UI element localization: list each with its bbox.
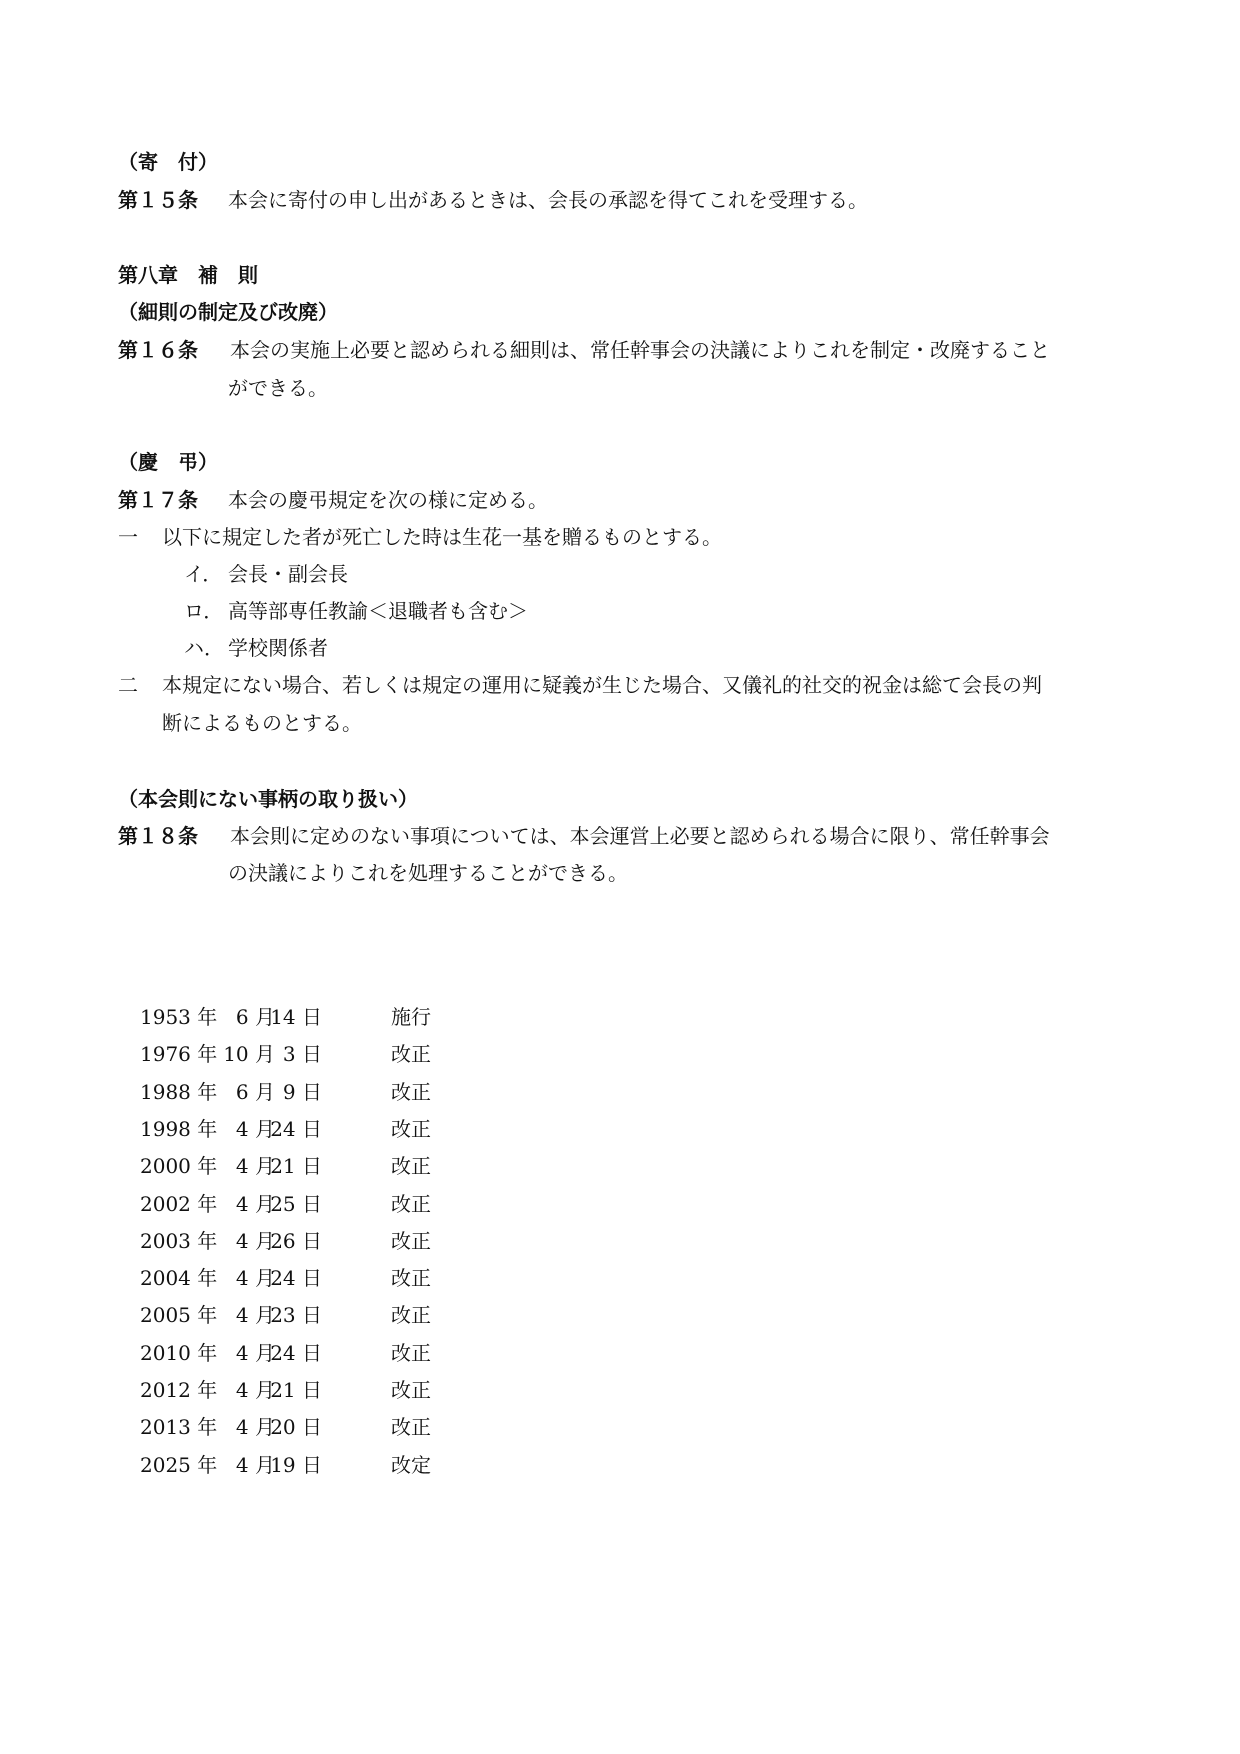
revision-type: 改正 bbox=[391, 1116, 431, 1141]
article-15-number: 第１５条 bbox=[118, 188, 198, 212]
revision-year: 2005 年 bbox=[140, 1303, 218, 1328]
revision-type: 改正 bbox=[391, 1340, 431, 1365]
revision-year: 2025 年 bbox=[140, 1452, 218, 1477]
revision-day: 20 日 bbox=[270, 1415, 322, 1440]
article-18-text-line2: の決議によりこれを処理することができる。 bbox=[228, 861, 628, 885]
revision-day: 24 日 bbox=[270, 1340, 322, 1365]
revision-type: 改定 bbox=[391, 1452, 431, 1477]
revision-day: 26 日 bbox=[270, 1228, 322, 1253]
revision-day: 21 日 bbox=[270, 1154, 322, 1179]
revision-type: 改正 bbox=[391, 1303, 431, 1328]
revision-month: 6 月 bbox=[235, 1005, 275, 1029]
revision-year: 1953 年 bbox=[140, 1005, 218, 1029]
revision-year: 2000 年 bbox=[140, 1154, 218, 1179]
article-15-text: 本会に寄付の申し出があるときは、会長の承認を得てこれを受理する。 bbox=[228, 188, 868, 212]
item-1-marker: 一 bbox=[118, 525, 138, 549]
chapter-8-title: 第八章 補 則 bbox=[118, 263, 258, 287]
revision-type: 改正 bbox=[391, 1228, 431, 1253]
article-16-text-line1: 本会の実施上必要と認められる細則は、常任幹事会の決議によりこれを制定・改廃すること bbox=[230, 338, 1050, 362]
revision-year: 2003 年 bbox=[140, 1228, 218, 1253]
article-16-number: 第１６条 bbox=[118, 338, 198, 362]
subitem-3-marker: ハ． bbox=[184, 636, 224, 660]
article-18-text-line1: 本会則に定めのない事項については、本会運営上必要と認められる場合に限り、常任幹事会 bbox=[230, 824, 1050, 848]
subitem-3-text: 学校関係者 bbox=[228, 636, 328, 660]
item-2-text-line2: 断によるものとする。 bbox=[162, 711, 362, 735]
revision-month: 4 月 bbox=[235, 1116, 275, 1141]
item-2-marker: 二 bbox=[118, 673, 138, 697]
revision-day: 24 日 bbox=[270, 1116, 322, 1141]
revision-year: 2002 年 bbox=[140, 1191, 218, 1216]
subitem-1-marker: イ． bbox=[184, 562, 223, 586]
revision-year: 1998 年 bbox=[140, 1116, 218, 1141]
revision-type: 改正 bbox=[391, 1266, 431, 1291]
revision-year: 2013 年 bbox=[140, 1415, 218, 1440]
revision-month: 4 月 bbox=[235, 1303, 275, 1328]
revision-day: 3 日 bbox=[282, 1042, 322, 1067]
revision-type: 改正 bbox=[391, 1079, 431, 1104]
revision-day: 19 日 bbox=[270, 1452, 322, 1477]
revision-month: 4 月 bbox=[235, 1452, 275, 1477]
saisoku-heading: （細則の制定及び改廃） bbox=[118, 300, 338, 324]
keicho-heading: （慶 弔） bbox=[118, 450, 218, 474]
revision-month: 4 月 bbox=[235, 1340, 275, 1365]
revision-type: 改正 bbox=[391, 1042, 431, 1067]
revision-month: 4 月 bbox=[235, 1378, 275, 1402]
revision-month: 4 月 bbox=[235, 1228, 275, 1253]
subitem-2-marker: ロ． bbox=[184, 599, 224, 623]
other-matters-heading: （本会則にない事柄の取り扱い） bbox=[118, 787, 418, 811]
revision-type: 改正 bbox=[391, 1191, 431, 1216]
kifu-heading: （寄 付） bbox=[118, 150, 218, 174]
revision-year: 2012 年 bbox=[140, 1378, 218, 1402]
revision-month: 10 月 bbox=[223, 1042, 275, 1067]
revision-type: 改正 bbox=[391, 1378, 431, 1402]
revision-day: 23 日 bbox=[270, 1303, 322, 1328]
article-17-number: 第１７条 bbox=[118, 488, 198, 512]
article-18-number: 第１８条 bbox=[118, 824, 198, 848]
revision-type: 施行 bbox=[391, 1005, 431, 1029]
revision-month: 4 月 bbox=[235, 1191, 275, 1216]
revision-month: 4 月 bbox=[235, 1266, 275, 1291]
revision-type: 改正 bbox=[391, 1415, 431, 1440]
subitem-1-text: 会長・副会長 bbox=[228, 562, 348, 586]
revision-month: 6 月 bbox=[235, 1079, 275, 1104]
revision-year: 2010 年 bbox=[140, 1340, 218, 1365]
item-1-text: 以下に規定した者が死亡した時は生花一基を贈るものとする。 bbox=[162, 525, 722, 549]
revision-type: 改正 bbox=[391, 1154, 431, 1179]
revision-day: 9 日 bbox=[282, 1079, 322, 1104]
revision-day: 21 日 bbox=[270, 1378, 322, 1402]
revision-year: 1976 年 bbox=[140, 1042, 218, 1067]
item-2-text-line1: 本規定にない場合、若しくは規定の運用に疑義が生じた場合、又儀礼的社交的祝金は総て会長の判 bbox=[162, 673, 1042, 697]
article-17-text: 本会の慶弔規定を次の様に定める。 bbox=[228, 488, 548, 512]
subitem-2-text: 高等部専任教諭＜退職者も含む＞ bbox=[228, 599, 528, 623]
article-16-text-line2: ができる。 bbox=[228, 376, 328, 400]
revision-month: 4 月 bbox=[235, 1415, 275, 1440]
revision-day: 14 日 bbox=[270, 1005, 322, 1029]
revision-year: 1988 年 bbox=[140, 1079, 218, 1104]
revision-day: 24 日 bbox=[270, 1266, 322, 1291]
revision-year: 2004 年 bbox=[140, 1266, 218, 1291]
revision-day: 25 日 bbox=[270, 1191, 322, 1216]
revision-month: 4 月 bbox=[235, 1154, 275, 1179]
